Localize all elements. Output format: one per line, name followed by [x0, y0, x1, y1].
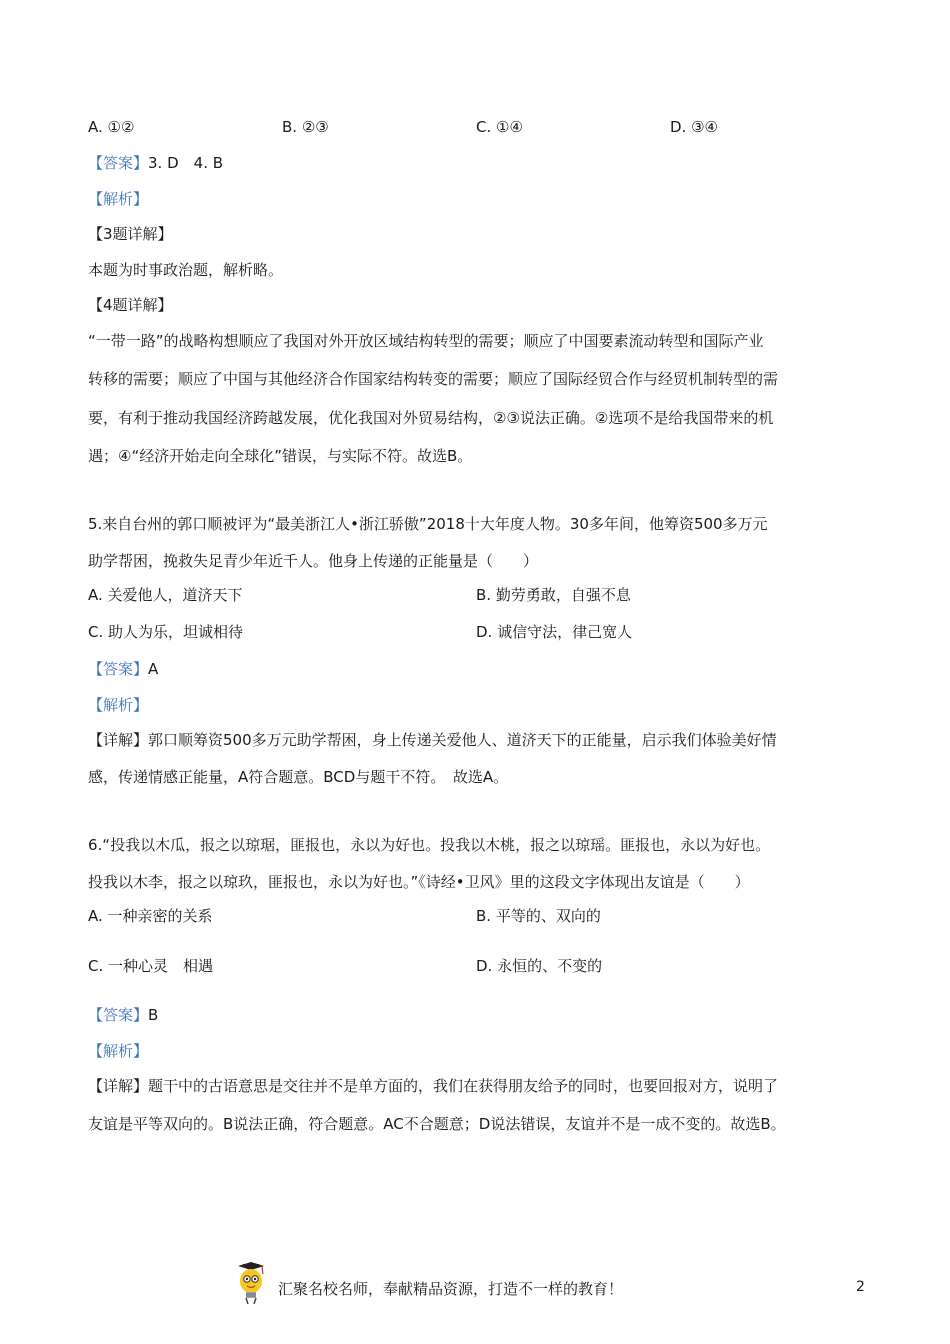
q4-option-d: D. ③④: [670, 118, 718, 136]
q5-answer: [88, 659, 158, 679]
q4-detail-line: 转移的需要；顺应了中国与其他经济合作国家结构转变的需要；顺应了国际经贸合作与经贸机制转型的需: [88, 370, 779, 388]
analysis-tag: 【解析】: [88, 190, 149, 208]
q6-option-d: D. 永恒的、不变的: [476, 957, 603, 975]
q5-option-c: C. 助人为乐，坦诚相待: [88, 623, 244, 641]
q6-analysis-tag: 【解析】: [88, 1042, 149, 1060]
q4-detail-tag: 【4题详解】: [88, 296, 173, 314]
q5-stem-line: 5.来自台州的郭口顺被评为“最美浙江人•浙江骄傲”2018十大年度人物。30多年间，他筹资500多万元: [88, 515, 768, 533]
q6-detail-line: 友谊是平等双向的。B说法正确，符合题意。AC不合题意；D说法错误，友谊并不是一成不变的。故选B。: [88, 1115, 786, 1133]
page-number: 2: [856, 1279, 865, 1295]
q4-option-c: C. ①④: [476, 118, 523, 136]
lightbulb-mascot-icon: [234, 1262, 268, 1306]
answer-text: B: [148, 1006, 159, 1024]
q3-detail-tag: 【3题详解】: [88, 225, 173, 243]
q4-detail-line: 要，有利于推动我国经济跨越发展，优化我国对外贸易结构，②③说法正确。②选项不是给我国带来的机: [88, 409, 774, 427]
q6-option-b: B. 平等的、双向的: [476, 907, 601, 925]
detail-tag: 【详解】: [88, 1077, 149, 1095]
answer-tag: 【答案】: [88, 660, 149, 678]
answer-tag: 【答案】: [88, 1006, 149, 1024]
q6-detail-line: [88, 1076, 778, 1096]
answer-3-4: [88, 153, 223, 173]
detail-text: 题干中的古语意思是交往并不是单方面的，我们在获得朋友给予的同时，也要回报对方，说明了: [148, 1077, 779, 1095]
answer-text: A: [148, 660, 159, 678]
q5-analysis-tag: 【解析】: [88, 696, 149, 714]
q3-detail-text: 本题为时事政治题，解析略。: [88, 261, 284, 279]
q5-option-a: A. 关爱他人，道济天下: [88, 586, 243, 604]
q6-answer: [88, 1005, 158, 1025]
q4-detail-line: 遇；④“经济开始走向全球化”错误，与实际不符。故选B。: [88, 447, 473, 465]
q5-stem-line: 助学帮困，挽救失足青少年近千人。他身上传递的正能量是（ ）: [88, 552, 539, 570]
q6-stem-line: 投我以木李，报之以琼玖，匪报也，永以为好也。”《诗经•卫风》里的这段文字体现出友谊是（ ）: [88, 873, 750, 891]
detail-tag: 【详解】: [88, 731, 149, 749]
q5-option-b: B. 勤劳勇敢，自强不息: [476, 586, 631, 604]
q5-detail-line: [88, 730, 777, 750]
detail-text: 郭口顺筹资500多万元助学帮困，身上传递关爱他人、道济天下的正能量，启示我们体验美好情: [148, 731, 777, 749]
answer-tag: 【答案】: [88, 154, 149, 172]
q5-option-d: D. 诚信守法，律己宽人: [476, 623, 633, 641]
q6-option-c: C. 一种心灵 相遇: [88, 957, 214, 975]
q6-option-a: A. 一种亲密的关系: [88, 907, 213, 925]
q4-option-a: A. ①②: [88, 118, 135, 136]
q5-detail-line: 感，传递情感正能量，A符合题意。BCD与题干不符。 故选A。: [88, 768, 509, 786]
q6-stem-line: 6.“投我以木瓜，报之以琼琚，匪报也，永以为好也。投我以木桃，报之以琼瑶。匪报也，永以为好也。: [88, 836, 771, 854]
footer-slogan: 汇聚名校名师，奉献精品资源，打造不一样的教育！: [278, 1280, 624, 1298]
q4-option-b: B. ②③: [282, 118, 329, 136]
q4-detail-line: “一带一路”的战略构想顺应了我国对外开放区域结构转型的需要；顺应了中国要素流动转型和国际产业: [88, 332, 764, 350]
answer-text: 3. D 4. B: [148, 154, 224, 172]
